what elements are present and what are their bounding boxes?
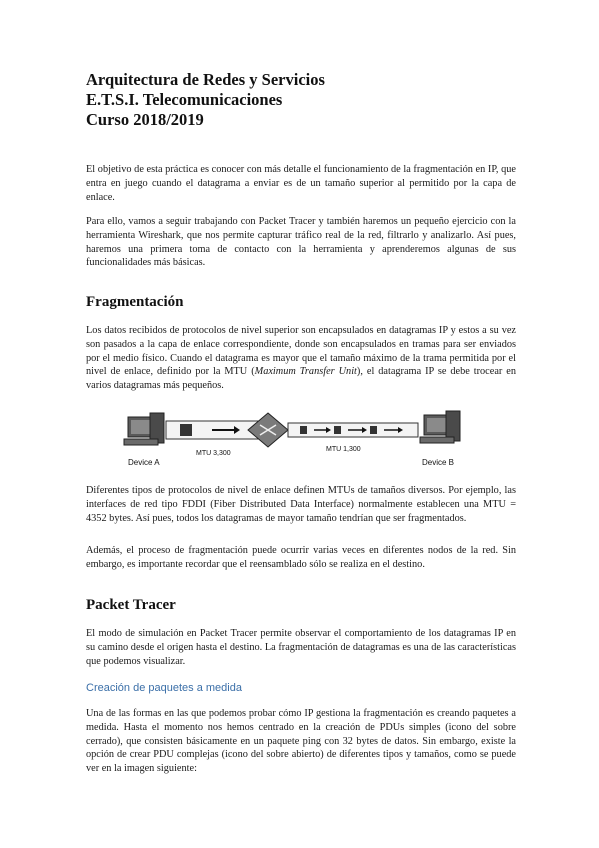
- fragmentation-diagram: [120, 403, 480, 473]
- link-b-tube: [288, 423, 418, 437]
- packet-tracer-paragraph-1: El modo de simulación en Packet Tracer permite observar el comportamiento de los datagramas IP en su camino desde el origen hasta el destino. La fragmentación de datagramas es una de las características que podemos visualizar.: [86, 628, 516, 667]
- fragmentation-figure: [120, 403, 480, 473]
- mtu-expansion: Maximum Transfer Unit: [254, 366, 357, 378]
- router-icon: [248, 413, 288, 447]
- mtu-a-label: MTU 3,300: [196, 450, 231, 457]
- intro-paragraph-1: El objetivo de esta práctica es conocer con más detalle el funcionamiento de la fragmentación en IP, que entra en juego cuando el datagrama a enviar es de un tamaño superior al permitido por la capa de enlace.: [86, 164, 516, 203]
- device-a-computer-icon: [124, 413, 164, 445]
- fragmentacion-p1-text-b: ), el datagrama IP se debe trocear en varios datagramas más pequeños.: [86, 366, 516, 392]
- link-a-tube: [166, 421, 258, 439]
- device-b-computer-icon: [420, 411, 460, 443]
- header-school: E.T.S.I. Telecomunicaciones: [86, 90, 283, 109]
- device-b-label: Device B: [422, 458, 455, 467]
- header-course-name: Arquitectura de Redes y Servicios: [86, 70, 325, 89]
- fragmentacion-p1-text-a: Los datos recibidos de protocolos de nivel superior son encapsulados en datagramas IP y estos a su vez son pasados a la capa de enlace correspondiente, donde son encapsulados en tramas para ser enviados por el medio físico. Cuando el datagrama es mayor que el tamaño máximo de la trama permitida por el nivel de enlace, definido por la MTU (: [86, 325, 516, 378]
- fragmentacion-paragraph-3: Además, el proceso de fragmentación puede ocurrir varias veces en diferentes nodos de la red. Sin embargo, es importante recordar que el reensamblado sólo se realiza en el destino.: [86, 545, 516, 570]
- fragmentacion-paragraph-1: [86, 324, 516, 393]
- intro-paragraph-2: Para ello, vamos a seguir trabajando con Packet Tracer y también haremos un pequeño ejercicio con la herramienta Wireshark, que nos permite capturar tráfico real de la red, filtrarlo y analizarlo. Así pues, haremos una primera toma de contacto con la herramienta y aprenderemos algunas de sus funcionalidades más básicas.: [86, 216, 516, 269]
- mtu-b-label: MTU 1,300: [326, 446, 361, 453]
- section-title-packet-tracer: Packet Tracer: [86, 597, 176, 613]
- fragmentacion-paragraph-2: Diferentes tipos de protocolos de nivel de enlace definen MTUs de tamaños diversos. Por ejemplo, las interfaces de red tipo FDDI (Fiber Distributed Data Interface) normalmente establecen una MTU = 4352 bytes. Así pues, todos los datagramas de mayor tamaño tendrían que ser fragmentados.: [86, 485, 516, 524]
- document-header: [86, 70, 325, 130]
- packet-tracer-paragraph-2: Una de las formas en las que podemos probar cómo IP gestiona la fragmentación es creando paquetes a medida. Hasta el momento nos hemos centrado en la creación de PDUs simples (icono del sobre cerrado), que consisten básicamente en un paquete ping con 32 bytes de datos. Sin embargo, existe la opción de crear PDU complejas (icono del sobre abierto) de diferentes tipos y tamaños, como se puede ver en la imagen siguiente:: [86, 708, 516, 775]
- subsection-title-paquetes: Creación de paquetes a medida: [86, 682, 242, 694]
- section-title-fragmentacion: Fragmentación: [86, 294, 184, 310]
- header-year: Curso 2018/2019: [86, 110, 204, 129]
- device-a-label: Device A: [128, 458, 160, 467]
